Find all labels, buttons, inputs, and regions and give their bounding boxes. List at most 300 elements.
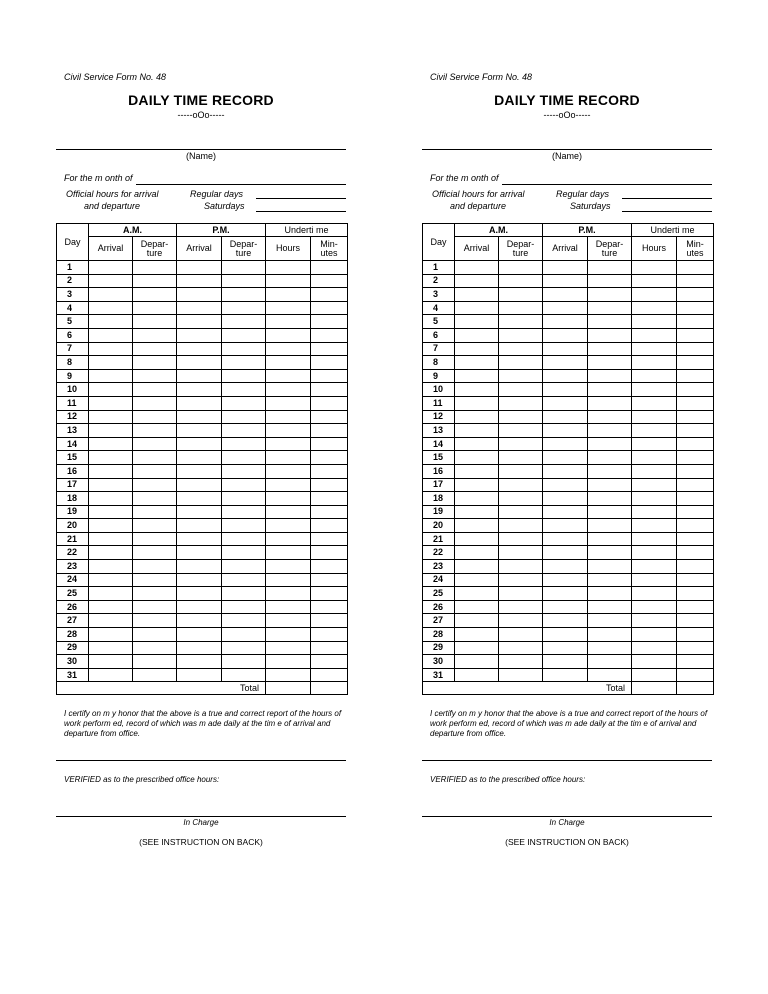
pm-arrival-cell[interactable] <box>177 668 222 682</box>
am-arrival-cell[interactable] <box>455 505 499 519</box>
pm-arrival-cell[interactable] <box>177 519 222 533</box>
pm-departure-cell[interactable] <box>588 410 632 424</box>
undertime-hours-cell[interactable] <box>266 464 311 478</box>
undertime-hours-cell[interactable] <box>266 356 311 370</box>
am-departure-cell[interactable] <box>133 261 177 275</box>
undertime-minutes-cell[interactable] <box>677 301 714 315</box>
pm-arrival-cell[interactable] <box>177 532 222 546</box>
pm-departure-cell[interactable] <box>588 315 632 329</box>
month-field-line[interactable] <box>136 184 346 185</box>
pm-departure-cell[interactable] <box>588 532 632 546</box>
pm-departure-cell[interactable] <box>222 492 266 506</box>
undertime-hours-cell[interactable] <box>632 573 677 587</box>
am-departure-cell[interactable] <box>499 342 543 356</box>
am-departure-cell[interactable] <box>499 655 543 669</box>
undertime-hours-cell[interactable] <box>632 628 677 642</box>
undertime-minutes-cell[interactable] <box>677 532 714 546</box>
undertime-minutes-cell[interactable] <box>311 301 348 315</box>
am-departure-cell[interactable] <box>133 532 177 546</box>
am-arrival-cell[interactable] <box>89 274 133 288</box>
am-arrival-cell[interactable] <box>89 356 133 370</box>
undertime-minutes-cell[interactable] <box>677 410 714 424</box>
undertime-hours-cell[interactable] <box>266 288 311 302</box>
am-departure-cell[interactable] <box>133 301 177 315</box>
undertime-hours-cell[interactable] <box>266 532 311 546</box>
am-arrival-cell[interactable] <box>455 424 499 438</box>
am-departure-cell[interactable] <box>133 519 177 533</box>
pm-arrival-cell[interactable] <box>543 301 588 315</box>
undertime-hours-cell[interactable] <box>632 410 677 424</box>
pm-arrival-cell[interactable] <box>543 261 588 275</box>
am-arrival-cell[interactable] <box>89 587 133 601</box>
am-departure-cell[interactable] <box>499 369 543 383</box>
am-departure-cell[interactable] <box>499 532 543 546</box>
am-departure-cell[interactable] <box>499 464 543 478</box>
pm-arrival-cell[interactable] <box>543 519 588 533</box>
pm-departure-cell[interactable] <box>588 492 632 506</box>
undertime-minutes-cell[interactable] <box>311 641 348 655</box>
undertime-hours-cell[interactable] <box>266 492 311 506</box>
undertime-hours-cell[interactable] <box>632 424 677 438</box>
am-arrival-cell[interactable] <box>89 424 133 438</box>
pm-arrival-cell[interactable] <box>543 573 588 587</box>
undertime-hours-cell[interactable] <box>632 546 677 560</box>
pm-arrival-cell[interactable] <box>177 274 222 288</box>
undertime-hours-cell[interactable] <box>632 641 677 655</box>
am-departure-cell[interactable] <box>133 356 177 370</box>
undertime-minutes-cell[interactable] <box>311 532 348 546</box>
pm-arrival-cell[interactable] <box>177 315 222 329</box>
undertime-minutes-cell[interactable] <box>677 573 714 587</box>
undertime-minutes-cell[interactable] <box>677 546 714 560</box>
am-departure-cell[interactable] <box>499 641 543 655</box>
pm-departure-cell[interactable] <box>222 383 266 397</box>
undertime-minutes-cell[interactable] <box>311 451 348 465</box>
am-arrival-cell[interactable] <box>89 315 133 329</box>
pm-arrival-cell[interactable] <box>543 437 588 451</box>
am-departure-cell[interactable] <box>499 492 543 506</box>
am-arrival-cell[interactable] <box>455 478 499 492</box>
am-departure-cell[interactable] <box>499 668 543 682</box>
am-departure-cell[interactable] <box>133 451 177 465</box>
am-departure-cell[interactable] <box>499 437 543 451</box>
undertime-minutes-cell[interactable] <box>311 668 348 682</box>
am-arrival-cell[interactable] <box>455 628 499 642</box>
undertime-minutes-cell[interactable] <box>677 587 714 601</box>
pm-arrival-cell[interactable] <box>543 369 588 383</box>
am-departure-cell[interactable] <box>499 356 543 370</box>
undertime-minutes-cell[interactable] <box>311 628 348 642</box>
pm-arrival-cell[interactable] <box>543 342 588 356</box>
pm-departure-cell[interactable] <box>222 519 266 533</box>
pm-arrival-cell[interactable] <box>543 600 588 614</box>
pm-departure-cell[interactable] <box>222 424 266 438</box>
am-departure-cell[interactable] <box>133 464 177 478</box>
undertime-minutes-cell[interactable] <box>677 505 714 519</box>
am-arrival-cell[interactable] <box>89 668 133 682</box>
pm-arrival-cell[interactable] <box>543 315 588 329</box>
am-arrival-cell[interactable] <box>89 573 133 587</box>
undertime-minutes-cell[interactable] <box>311 315 348 329</box>
undertime-minutes-cell[interactable] <box>311 573 348 587</box>
am-arrival-cell[interactable] <box>455 519 499 533</box>
undertime-hours-cell[interactable] <box>266 301 311 315</box>
pm-departure-cell[interactable] <box>222 587 266 601</box>
am-departure-cell[interactable] <box>133 328 177 342</box>
pm-departure-cell[interactable] <box>222 560 266 574</box>
undertime-minutes-cell[interactable] <box>311 600 348 614</box>
am-arrival-cell[interactable] <box>89 505 133 519</box>
am-arrival-cell[interactable] <box>455 492 499 506</box>
pm-departure-cell[interactable] <box>588 600 632 614</box>
am-arrival-cell[interactable] <box>89 437 133 451</box>
am-arrival-cell[interactable] <box>89 614 133 628</box>
undertime-minutes-cell[interactable] <box>677 600 714 614</box>
am-arrival-cell[interactable] <box>89 655 133 669</box>
pm-arrival-cell[interactable] <box>177 492 222 506</box>
am-departure-cell[interactable] <box>133 437 177 451</box>
am-departure-cell[interactable] <box>133 546 177 560</box>
in-charge-signature-line[interactable] <box>56 816 346 817</box>
undertime-minutes-cell[interactable] <box>311 342 348 356</box>
am-departure-cell[interactable] <box>499 519 543 533</box>
am-arrival-cell[interactable] <box>455 383 499 397</box>
am-arrival-cell[interactable] <box>455 369 499 383</box>
am-departure-cell[interactable] <box>499 424 543 438</box>
am-arrival-cell[interactable] <box>89 301 133 315</box>
am-departure-cell[interactable] <box>499 383 543 397</box>
undertime-minutes-cell[interactable] <box>677 328 714 342</box>
undertime-hours-cell[interactable] <box>266 451 311 465</box>
pm-departure-cell[interactable] <box>222 437 266 451</box>
am-arrival-cell[interactable] <box>455 410 499 424</box>
undertime-hours-cell[interactable] <box>266 614 311 628</box>
pm-departure-cell[interactable] <box>588 369 632 383</box>
am-arrival-cell[interactable] <box>89 478 133 492</box>
am-departure-cell[interactable] <box>133 274 177 288</box>
am-arrival-cell[interactable] <box>455 641 499 655</box>
name-field-line[interactable] <box>56 149 346 150</box>
pm-departure-cell[interactable] <box>588 261 632 275</box>
undertime-hours-cell[interactable] <box>632 383 677 397</box>
undertime-hours-cell[interactable] <box>266 424 311 438</box>
am-departure-cell[interactable] <box>499 451 543 465</box>
am-departure-cell[interactable] <box>133 573 177 587</box>
pm-arrival-cell[interactable] <box>177 546 222 560</box>
pm-departure-cell[interactable] <box>222 614 266 628</box>
pm-arrival-cell[interactable] <box>543 655 588 669</box>
am-departure-cell[interactable] <box>133 478 177 492</box>
pm-arrival-cell[interactable] <box>543 641 588 655</box>
undertime-hours-cell[interactable] <box>632 315 677 329</box>
am-departure-cell[interactable] <box>133 668 177 682</box>
undertime-minutes-cell[interactable] <box>311 614 348 628</box>
pm-arrival-cell[interactable] <box>543 478 588 492</box>
undertime-minutes-cell[interactable] <box>311 655 348 669</box>
am-arrival-cell[interactable] <box>455 546 499 560</box>
pm-departure-cell[interactable] <box>222 628 266 642</box>
pm-arrival-cell[interactable] <box>177 451 222 465</box>
undertime-minutes-cell[interactable] <box>311 437 348 451</box>
pm-arrival-cell[interactable] <box>177 342 222 356</box>
undertime-minutes-cell[interactable] <box>311 369 348 383</box>
am-departure-cell[interactable] <box>133 628 177 642</box>
undertime-hours-cell[interactable] <box>632 464 677 478</box>
am-departure-cell[interactable] <box>499 261 543 275</box>
am-departure-cell[interactable] <box>133 614 177 628</box>
am-departure-cell[interactable] <box>499 600 543 614</box>
undertime-minutes-cell[interactable] <box>677 451 714 465</box>
pm-arrival-cell[interactable] <box>177 464 222 478</box>
pm-arrival-cell[interactable] <box>543 464 588 478</box>
employee-signature-line[interactable] <box>56 760 346 761</box>
undertime-minutes-cell[interactable] <box>677 668 714 682</box>
pm-departure-cell[interactable] <box>222 315 266 329</box>
pm-arrival-cell[interactable] <box>177 478 222 492</box>
am-departure-cell[interactable] <box>499 328 543 342</box>
am-arrival-cell[interactable] <box>89 288 133 302</box>
undertime-hours-cell[interactable] <box>266 328 311 342</box>
undertime-minutes-cell[interactable] <box>311 505 348 519</box>
pm-arrival-cell[interactable] <box>177 328 222 342</box>
undertime-hours-cell[interactable] <box>266 587 311 601</box>
undertime-hours-cell[interactable] <box>266 505 311 519</box>
am-departure-cell[interactable] <box>499 587 543 601</box>
pm-arrival-cell[interactable] <box>543 668 588 682</box>
pm-departure-cell[interactable] <box>588 641 632 655</box>
pm-departure-cell[interactable] <box>222 505 266 519</box>
am-departure-cell[interactable] <box>133 600 177 614</box>
pm-departure-cell[interactable] <box>588 628 632 642</box>
pm-departure-cell[interactable] <box>588 274 632 288</box>
am-departure-cell[interactable] <box>133 315 177 329</box>
am-arrival-cell[interactable] <box>455 328 499 342</box>
am-departure-cell[interactable] <box>499 546 543 560</box>
undertime-hours-cell[interactable] <box>632 451 677 465</box>
undertime-minutes-cell[interactable] <box>311 492 348 506</box>
undertime-minutes-cell[interactable] <box>677 628 714 642</box>
undertime-minutes-cell[interactable] <box>677 369 714 383</box>
pm-departure-cell[interactable] <box>222 451 266 465</box>
undertime-hours-cell[interactable] <box>266 573 311 587</box>
undertime-minutes-cell[interactable] <box>311 288 348 302</box>
pm-departure-cell[interactable] <box>588 451 632 465</box>
am-departure-cell[interactable] <box>133 641 177 655</box>
pm-arrival-cell[interactable] <box>177 641 222 655</box>
undertime-minutes-cell[interactable] <box>311 328 348 342</box>
am-arrival-cell[interactable] <box>455 301 499 315</box>
pm-departure-cell[interactable] <box>588 301 632 315</box>
am-departure-cell[interactable] <box>133 587 177 601</box>
undertime-minutes-cell[interactable] <box>677 641 714 655</box>
pm-departure-cell[interactable] <box>222 369 266 383</box>
am-arrival-cell[interactable] <box>455 274 499 288</box>
undertime-hours-cell[interactable] <box>632 301 677 315</box>
total-minutes-cell[interactable] <box>311 682 348 695</box>
pm-arrival-cell[interactable] <box>177 560 222 574</box>
undertime-hours-cell[interactable] <box>632 614 677 628</box>
am-arrival-cell[interactable] <box>89 451 133 465</box>
undertime-minutes-cell[interactable] <box>677 655 714 669</box>
pm-arrival-cell[interactable] <box>177 356 222 370</box>
pm-arrival-cell[interactable] <box>543 288 588 302</box>
am-departure-cell[interactable] <box>499 315 543 329</box>
undertime-minutes-cell[interactable] <box>311 261 348 275</box>
pm-departure-cell[interactable] <box>222 356 266 370</box>
am-departure-cell[interactable] <box>133 369 177 383</box>
undertime-hours-cell[interactable] <box>632 532 677 546</box>
am-arrival-cell[interactable] <box>455 315 499 329</box>
month-field-line[interactable] <box>502 184 712 185</box>
pm-arrival-cell[interactable] <box>177 655 222 669</box>
pm-arrival-cell[interactable] <box>543 587 588 601</box>
employee-signature-line[interactable] <box>422 760 712 761</box>
pm-arrival-cell[interactable] <box>543 492 588 506</box>
pm-departure-cell[interactable] <box>588 396 632 410</box>
undertime-hours-cell[interactable] <box>266 315 311 329</box>
pm-departure-cell[interactable] <box>588 328 632 342</box>
undertime-minutes-cell[interactable] <box>311 546 348 560</box>
undertime-minutes-cell[interactable] <box>311 356 348 370</box>
am-departure-cell[interactable] <box>133 505 177 519</box>
undertime-hours-cell[interactable] <box>266 261 311 275</box>
pm-departure-cell[interactable] <box>588 478 632 492</box>
am-arrival-cell[interactable] <box>455 573 499 587</box>
am-departure-cell[interactable] <box>133 410 177 424</box>
pm-departure-cell[interactable] <box>588 546 632 560</box>
undertime-minutes-cell[interactable] <box>677 274 714 288</box>
pm-arrival-cell[interactable] <box>177 600 222 614</box>
total-hours-cell[interactable] <box>632 682 677 695</box>
undertime-hours-cell[interactable] <box>266 437 311 451</box>
pm-arrival-cell[interactable] <box>543 274 588 288</box>
am-arrival-cell[interactable] <box>455 356 499 370</box>
pm-arrival-cell[interactable] <box>177 628 222 642</box>
undertime-hours-cell[interactable] <box>632 274 677 288</box>
pm-arrival-cell[interactable] <box>177 288 222 302</box>
am-arrival-cell[interactable] <box>455 437 499 451</box>
am-arrival-cell[interactable] <box>455 587 499 601</box>
pm-departure-cell[interactable] <box>588 288 632 302</box>
am-departure-cell[interactable] <box>133 560 177 574</box>
pm-arrival-cell[interactable] <box>543 532 588 546</box>
undertime-hours-cell[interactable] <box>632 668 677 682</box>
undertime-hours-cell[interactable] <box>632 655 677 669</box>
am-arrival-cell[interactable] <box>89 519 133 533</box>
pm-arrival-cell[interactable] <box>177 614 222 628</box>
undertime-hours-cell[interactable] <box>266 342 311 356</box>
undertime-hours-cell[interactable] <box>632 261 677 275</box>
undertime-hours-cell[interactable] <box>632 342 677 356</box>
pm-arrival-cell[interactable] <box>543 505 588 519</box>
am-arrival-cell[interactable] <box>455 261 499 275</box>
am-arrival-cell[interactable] <box>89 464 133 478</box>
undertime-minutes-cell[interactable] <box>677 492 714 506</box>
am-departure-cell[interactable] <box>133 396 177 410</box>
undertime-minutes-cell[interactable] <box>311 410 348 424</box>
am-arrival-cell[interactable] <box>89 369 133 383</box>
undertime-minutes-cell[interactable] <box>677 519 714 533</box>
am-arrival-cell[interactable] <box>455 464 499 478</box>
undertime-hours-cell[interactable] <box>266 628 311 642</box>
pm-arrival-cell[interactable] <box>543 614 588 628</box>
undertime-hours-cell[interactable] <box>632 369 677 383</box>
am-arrival-cell[interactable] <box>455 532 499 546</box>
pm-arrival-cell[interactable] <box>543 356 588 370</box>
am-departure-cell[interactable] <box>499 560 543 574</box>
pm-arrival-cell[interactable] <box>177 396 222 410</box>
pm-arrival-cell[interactable] <box>177 261 222 275</box>
am-arrival-cell[interactable] <box>89 328 133 342</box>
am-arrival-cell[interactable] <box>455 560 499 574</box>
undertime-minutes-cell[interactable] <box>311 424 348 438</box>
am-departure-cell[interactable] <box>133 492 177 506</box>
undertime-hours-cell[interactable] <box>632 587 677 601</box>
am-departure-cell[interactable] <box>499 628 543 642</box>
undertime-minutes-cell[interactable] <box>311 274 348 288</box>
undertime-hours-cell[interactable] <box>632 328 677 342</box>
undertime-hours-cell[interactable] <box>266 369 311 383</box>
am-departure-cell[interactable] <box>499 614 543 628</box>
undertime-hours-cell[interactable] <box>632 492 677 506</box>
pm-arrival-cell[interactable] <box>177 573 222 587</box>
am-arrival-cell[interactable] <box>89 532 133 546</box>
undertime-minutes-cell[interactable] <box>311 396 348 410</box>
pm-arrival-cell[interactable] <box>177 505 222 519</box>
undertime-minutes-cell[interactable] <box>677 478 714 492</box>
undertime-hours-cell[interactable] <box>266 519 311 533</box>
pm-departure-cell[interactable] <box>222 532 266 546</box>
undertime-minutes-cell[interactable] <box>677 464 714 478</box>
am-arrival-cell[interactable] <box>89 410 133 424</box>
pm-arrival-cell[interactable] <box>177 437 222 451</box>
undertime-minutes-cell[interactable] <box>311 560 348 574</box>
pm-arrival-cell[interactable] <box>177 301 222 315</box>
am-arrival-cell[interactable] <box>89 546 133 560</box>
pm-departure-cell[interactable] <box>588 383 632 397</box>
undertime-hours-cell[interactable] <box>266 655 311 669</box>
pm-departure-cell[interactable] <box>588 614 632 628</box>
pm-departure-cell[interactable] <box>222 301 266 315</box>
in-charge-signature-line[interactable] <box>422 816 712 817</box>
undertime-minutes-cell[interactable] <box>677 560 714 574</box>
undertime-hours-cell[interactable] <box>266 546 311 560</box>
am-departure-cell[interactable] <box>133 383 177 397</box>
total-hours-cell[interactable] <box>266 682 311 695</box>
pm-departure-cell[interactable] <box>222 573 266 587</box>
total-minutes-cell[interactable] <box>677 682 714 695</box>
undertime-hours-cell[interactable] <box>632 505 677 519</box>
am-departure-cell[interactable] <box>499 301 543 315</box>
undertime-hours-cell[interactable] <box>266 396 311 410</box>
undertime-minutes-cell[interactable] <box>677 396 714 410</box>
undertime-minutes-cell[interactable] <box>311 587 348 601</box>
pm-arrival-cell[interactable] <box>543 628 588 642</box>
pm-departure-cell[interactable] <box>222 288 266 302</box>
pm-departure-cell[interactable] <box>222 410 266 424</box>
am-arrival-cell[interactable] <box>89 261 133 275</box>
pm-departure-cell[interactable] <box>222 274 266 288</box>
pm-departure-cell[interactable] <box>222 668 266 682</box>
pm-departure-cell[interactable] <box>222 641 266 655</box>
undertime-minutes-cell[interactable] <box>677 614 714 628</box>
pm-departure-cell[interactable] <box>588 655 632 669</box>
am-arrival-cell[interactable] <box>89 342 133 356</box>
undertime-hours-cell[interactable] <box>266 668 311 682</box>
pm-arrival-cell[interactable] <box>177 369 222 383</box>
undertime-minutes-cell[interactable] <box>311 464 348 478</box>
pm-arrival-cell[interactable] <box>177 587 222 601</box>
